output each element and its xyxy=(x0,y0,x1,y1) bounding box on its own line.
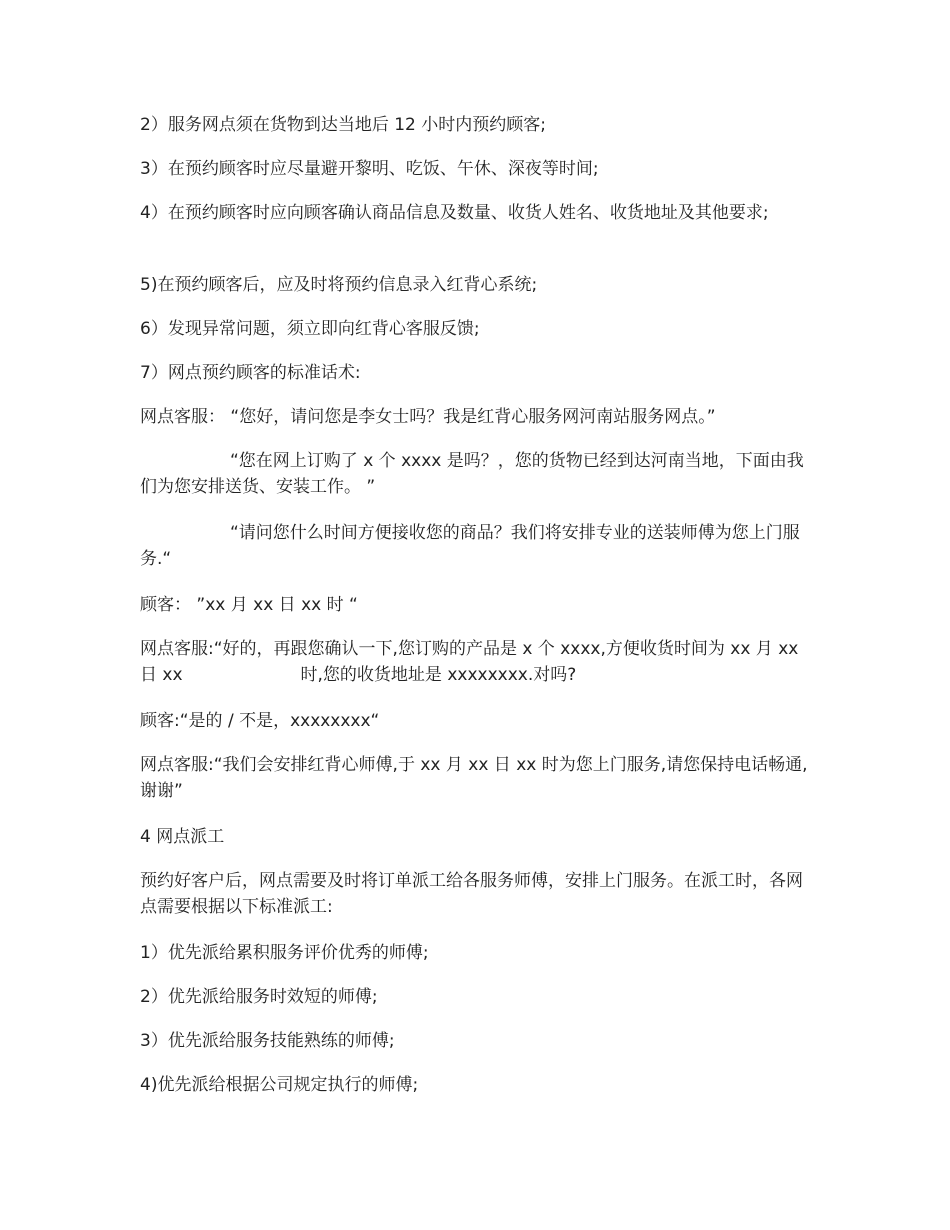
paragraph-order-confirm xyxy=(140,448,812,500)
paragraph-avoid-times: 3）在预约顾客时应尽量避开黎明、吃饭、午休、深夜等时间; xyxy=(140,159,599,179)
paragraph-priority-rules: 4)优先派给根据公司规定执行的师傅; xyxy=(140,1075,419,1095)
paragraph-confirm-info: 4）在预约顾客时应向顾客确认商品信息及数量、收货人姓名、收货地址及其他要求; xyxy=(140,203,769,223)
reconfirm-text-part1: 网点客服:“好的，再跟您确认一下,您订购的产品是 x 个 xxxx,方便收货时间为 xx 月 xx 日 xx xyxy=(140,639,799,685)
paragraph-enter-system: 5)在预约顾客后，应及时将预约信息录入红背心系统; xyxy=(140,275,538,295)
paragraph-ask-time xyxy=(140,520,812,572)
paragraph-customer-time: 顾客： ”xx 月 xx 日 xx 时 “ xyxy=(140,595,358,615)
paragraph-report-issues: 6）发现异常问题，须立即向红背心客服反馈; xyxy=(140,319,480,339)
paragraph-customer-reply: 顾客:“是的 / 不是，xxxxxxxx“ xyxy=(140,711,380,731)
paragraph-greeting: 网点客服： “您好，请问您是李女士吗？我是红背心服务网河南站服务网点。” xyxy=(140,407,716,427)
paragraph-appointment-12h: 2）服务网点须在货物到达当地后 12 小时内预约顾客; xyxy=(140,115,546,135)
paragraph-script-heading: 7）网点预约顾客的标准话术: xyxy=(140,363,361,383)
order-confirm-text: “您在网上订购了 x 个 xxxx 是吗？，您的货物已经到达河南当地，下面由我们为您安排送货、安装工作。 ” xyxy=(140,451,804,497)
section-heading-dispatch: 4 网点派工 xyxy=(140,827,225,847)
reconfirm-text-part2: 时,您的收货地址是 xxxxxxxx.对吗? xyxy=(300,665,577,685)
paragraph-priority-rating: 1）优先派给累积服务评价优秀的师傅; xyxy=(140,943,429,963)
ask-time-text: “请问您什么时间方便接收您的商品？我们将安排专业的送装师傅为您上门服务.“ xyxy=(140,523,800,569)
paragraph-priority-speed: 2）优先派给服务时效短的师傅; xyxy=(140,987,378,1007)
paragraph-priority-skill: 3）优先派给服务技能熟练的师傅; xyxy=(140,1031,395,1051)
paragraph-closing: 网点客服:“我们会安排红背心师傅,于 xx 月 xx 日 xx 时为您上门服务,请您保持电话畅通,谢谢” xyxy=(140,755,808,801)
paragraph-dispatch-intro: 预约好客户后，网点需要及时将订单派工给各服务师傅，安排上门服务。在派工时，各网点需要根据以下标准派工: xyxy=(140,871,803,917)
paragraph-reconfirm xyxy=(140,636,812,688)
